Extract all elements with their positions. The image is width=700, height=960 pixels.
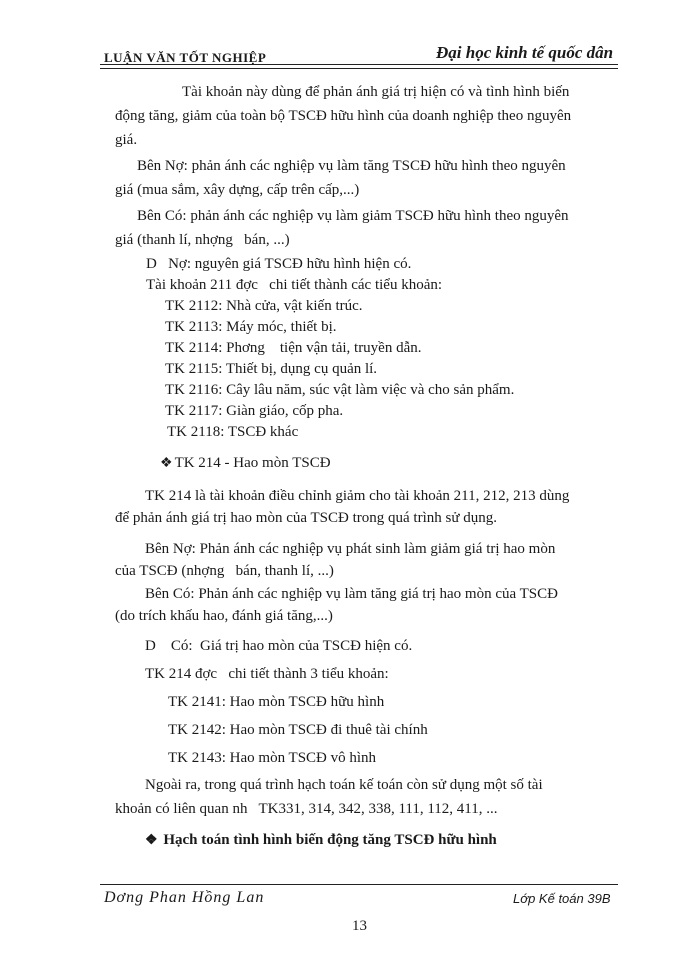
class-label: Lớp Kế toán 39B xyxy=(513,891,611,906)
subheading xyxy=(160,454,331,473)
list-item: TK 2112: Nhà cửa, vật kiến trúc. xyxy=(165,298,363,314)
section-heading-text: Hạch toán tình hình biến động tăng TSCĐ hữu hình xyxy=(163,832,497,848)
list-item: TK 2143: Hao mòn TSCĐ vô hình xyxy=(168,750,377,766)
paragraph-line: Bên Có: phản ánh các nghiệp vụ làm giảm TSCĐ hữu hình theo nguyên xyxy=(137,208,569,224)
page-number: 13 xyxy=(352,918,367,934)
paragraph-line: Ngoài ra, trong quá trình hạch toán kế toán còn sử dụng một số tài xyxy=(145,777,543,793)
list-item: TK 2142: Hao mòn TSCĐ đi thuê tài chính xyxy=(168,722,428,738)
university-label: Đại học kinh tế quốc dân xyxy=(436,43,614,62)
paragraph-line: giá (thanh lí, nhợng bán, ...) xyxy=(115,232,290,248)
paragraph-line: (do trích khấu hao, đánh giá tăng,...) xyxy=(115,608,333,624)
paragraph-line: D Có: Giá trị hao mòn của TSCĐ hiện có. xyxy=(145,638,413,654)
diamond-bullet-icon: ❖ xyxy=(145,833,158,848)
list-item: TK 2117: Giàn giáo, cốp pha. xyxy=(165,403,344,419)
paragraph-line: khoản có liên quan nh TK331, 314, 342, 338, 111, 112, 411, ... xyxy=(115,801,498,817)
paragraph-line: của TSCĐ (nhợng bán, thanh lí, ...) xyxy=(115,563,334,579)
list-item: TK 2114: Phơng tiện vận tải, truyền dẫn. xyxy=(165,340,422,356)
header-rule xyxy=(100,64,618,65)
list-item: TK 2118: TSCĐ khác xyxy=(167,424,299,440)
list-item: TK 2116: Cây lâu năm, súc vật làm việc và cho sản phẩm. xyxy=(165,382,515,398)
paragraph-line: Bên Nợ: phản ánh các nghiệp vụ làm tăng TSCĐ hữu hình theo nguyên xyxy=(137,158,566,174)
paragraph-line: Tài khoản này dùng để phản ánh giá trị hiện có và tình hình biến xyxy=(182,84,570,100)
list-item: TK 2113: Máy móc, thiết bị. xyxy=(165,319,337,335)
paragraph-line: TK 214 là tài khoản điều chỉnh giảm cho tài khoản 211, 212, 213 dùng xyxy=(145,488,570,504)
header-rule-thin xyxy=(100,68,618,69)
paragraph-line: Bên Nợ: Phản ánh các nghiệp vụ phát sinh làm giảm giá trị hao mòn xyxy=(145,541,556,557)
list-item: TK 2115: Thiết bị, dụng cụ quản lí. xyxy=(165,361,378,377)
diamond-bullet-icon: ❖ xyxy=(160,456,173,471)
paragraph-line: Bên Có: Phản ánh các nghiệp vụ làm tăng giá trị hao mòn của TSCĐ xyxy=(145,586,558,602)
paragraph-line: giá. xyxy=(115,132,138,148)
footer-rule xyxy=(100,884,618,885)
section-heading xyxy=(145,831,497,850)
paragraph-line: động tăng, giảm của toàn bộ TSCĐ hữu hình của doanh nghiệp theo nguyên xyxy=(115,108,572,124)
paragraph-line: TK 214 đợc chi tiết thành 3 tiểu khoản: xyxy=(145,666,389,682)
paragraph-line: D Nợ: nguyên giá TSCĐ hữu hình hiện có. xyxy=(146,256,412,272)
paragraph-line: giá (mua sắm, xây dựng, cấp trên cấp,...) xyxy=(115,182,360,198)
paragraph-line: để phản ánh giá trị hao mòn của TSCĐ trong quá trình sử dụng. xyxy=(115,510,497,526)
thesis-label: LUẬN VĂN TỐT NGHIỆP xyxy=(104,50,267,65)
author-name: Dơng Phan Hồng Lan xyxy=(104,889,265,906)
paragraph-line: Tài khoản 211 đợc chi tiết thành các tiểu khoản: xyxy=(146,277,443,293)
list-item: TK 2141: Hao mòn TSCĐ hữu hình xyxy=(168,694,385,710)
subheading-text: TK 214 - Hao mòn TSCĐ xyxy=(174,455,331,471)
